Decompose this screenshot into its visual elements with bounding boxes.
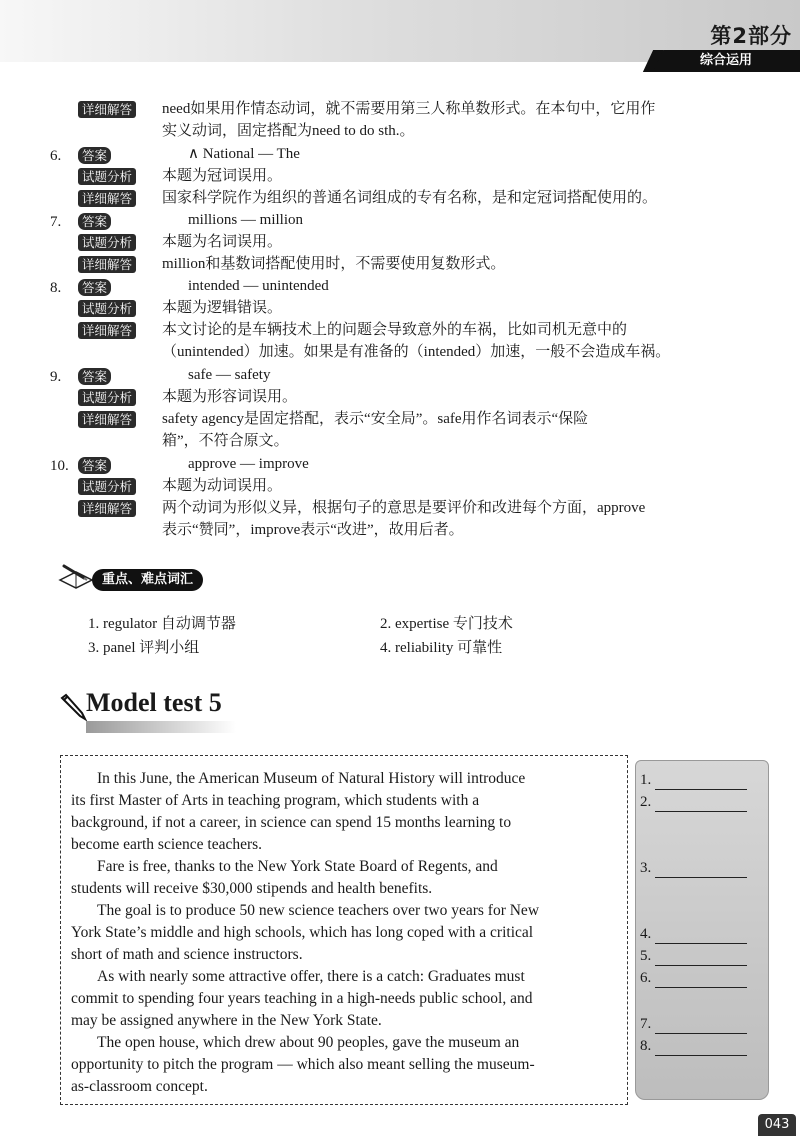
book-pen-icon	[58, 562, 96, 592]
answer-blank-7[interactable]: 7.	[640, 1014, 747, 1034]
item-10-detail-line-2: 表示“赞同”，improve表示“改进”，故用后者。	[162, 522, 464, 538]
answer-tag: 答案	[78, 213, 111, 230]
detail-tag: 详细解答	[78, 256, 136, 273]
item-10-analysis: 本题为动词误用。	[162, 478, 283, 494]
detail-tag: 详细解答	[78, 411, 136, 428]
item-5-detail-line-2: 实义动词，固定搭配为need to do sth.。	[162, 123, 415, 139]
answer-tag: 答案	[78, 279, 111, 296]
detail-tag: 详细解答	[78, 322, 136, 339]
part-subtitle: 综合运用	[652, 50, 800, 72]
answer-blank-1[interactable]: 1.	[640, 770, 747, 790]
item-8-detail-line-2: （unintended）加速。如果是有准备的（intended）加速，一般不会造成车祸。	[162, 344, 671, 360]
page-number: 043	[758, 1114, 796, 1136]
item-7-number: 7.	[50, 214, 62, 230]
item-8-detail-line-1: 本文讨论的是车辆技术上的问题会导致意外的车祸，比如司机无意中的	[162, 322, 628, 338]
answer-blank-2[interactable]: 2.	[640, 792, 747, 812]
item-6-detail-line-1: 国家科学院作为组织的普通名词组成的专有名称，是和定冠词搭配使用的。	[162, 190, 658, 206]
item-7-analysis: 本题为名词误用。	[162, 234, 283, 250]
analysis-tag: 试题分析	[78, 300, 136, 317]
item-7-detail-line-1: million和基数词搭配使用时，不需要使用复数形式。	[162, 256, 506, 272]
item-6-analysis: 本题为冠词误用。	[162, 168, 283, 184]
vocab-item: 2. expertise 专门技术	[380, 616, 513, 632]
answer-blank-6[interactable]: 6.	[640, 968, 747, 988]
analysis-tag: 试题分析	[78, 168, 136, 185]
item-7-answer: millions — million	[188, 212, 304, 228]
passage-paragraph-4: As with nearly some attractive offer, there is a catch: Graduates must commit to spending four years teaching in a high-needs public school, and may be assigned anywhere in the New York State.	[71, 968, 533, 1029]
item-9-analysis: 本题为形容词误用。	[162, 389, 298, 405]
item-8-answer: intended — unintended	[188, 278, 329, 294]
item-6-answer: ∧ National — The	[188, 146, 300, 162]
detail-tag: 详细解答	[78, 190, 136, 207]
answer-blank-5[interactable]: 5.	[640, 946, 747, 966]
passage-paragraph-5: The open house, which drew about 90 peoples, gave the museum an opportunity to pitch the program — which also meant selling the museum- as-classroom concept.	[71, 1034, 535, 1095]
item-8-number: 8.	[50, 280, 62, 296]
item-9-detail-line-2: 箱”，不符合原文。	[162, 433, 289, 449]
vocab-item: 4. reliability 可靠性	[380, 640, 503, 656]
answer-tag: 答案	[78, 368, 111, 385]
item-9-number: 9.	[50, 369, 62, 385]
vocab-item: 1. regulator 自动调节器	[88, 616, 236, 632]
item-10-detail-line-1: 两个动词为形似义异，根据句子的意思是要评价和改进每个方面，approve	[162, 500, 646, 516]
passage-paragraph-1: In this June, the American Museum of Natural History will introduce its first Master of Arts in teaching program, which students with a background, if not a career, in science can spend 15 months learning to become earth science teachers.	[71, 770, 526, 853]
item-10-answer: approve — improve	[188, 456, 309, 472]
answer-blank-4[interactable]: 4.	[640, 924, 747, 944]
detail-tag: 详细解答	[78, 500, 136, 517]
vocab-section-title: 重点、难点词汇	[92, 569, 203, 591]
passage-paragraph-2: Fare is free, thanks to the New York State Board of Regents, and students will receive $30,000 stipends and health benefits.	[71, 858, 498, 897]
item-10-number: 10.	[50, 458, 69, 474]
passage-paragraph-3: The goal is to produce 50 new science teachers over two years for New York State’s middle and high schools, which has long coped with a critical short of math and science instructors.	[71, 902, 540, 963]
analysis-tag: 试题分析	[78, 478, 136, 495]
answer-tag: 答案	[78, 147, 111, 164]
answer-blank-8[interactable]: 8.	[640, 1036, 747, 1056]
vocab-item: 3. panel 评判小组	[88, 640, 200, 656]
model-test-title: Model test 5	[86, 688, 222, 717]
pencil-icon	[58, 692, 88, 722]
item-8-analysis: 本题为逻辑错误。	[162, 300, 283, 316]
item-9-answer: safe — safety	[188, 367, 271, 383]
part-title: 第2部分	[710, 24, 792, 48]
item-9-detail-line-1: safety agency是固定搭配，表示“安全局”。safe用作名词表示“保险	[162, 411, 589, 427]
detail-tag: 详细解答	[78, 101, 136, 118]
answer-tag: 答案	[78, 457, 111, 474]
answer-blank-3[interactable]: 3.	[640, 858, 747, 878]
title-underline	[86, 721, 236, 733]
item-6-number: 6.	[50, 148, 62, 164]
item-5-detail-line-1: need如果用作情态动词，就不需要用第三人称单数形式。在本句中，它用作	[162, 101, 656, 117]
analysis-tag: 试题分析	[78, 234, 136, 251]
analysis-tag: 试题分析	[78, 389, 136, 406]
